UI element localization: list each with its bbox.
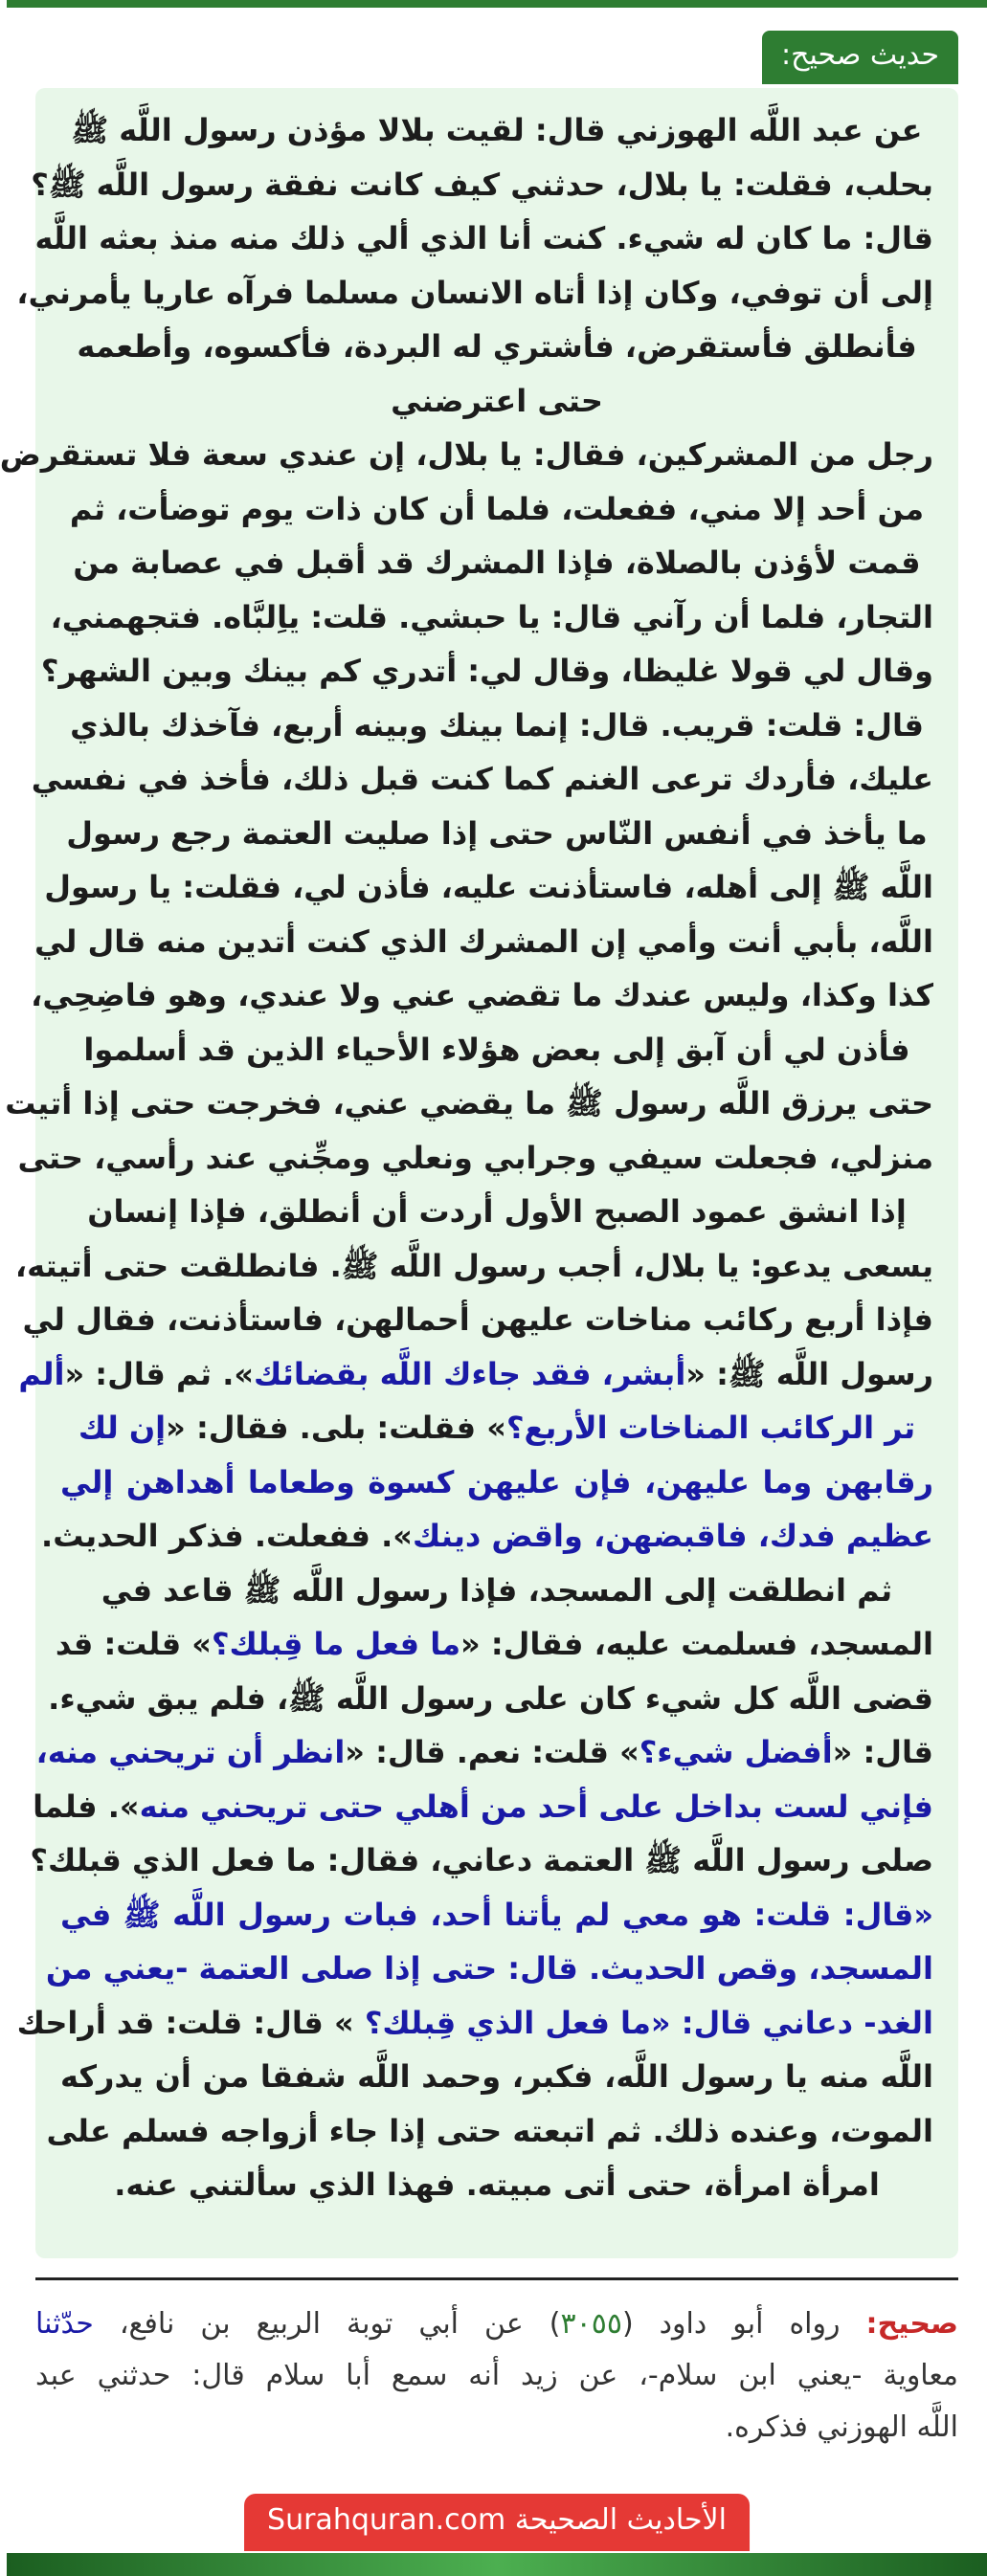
hadith-text: ». ثم قال: « <box>64 1355 255 1392</box>
hadith-line <box>55 1617 933 1672</box>
prophet-quote: تر الركائب المناخات الأربع؟ <box>505 1410 916 1446</box>
hadith-line <box>41 1509 933 1564</box>
narration-link[interactable]: حدّثنا <box>35 2307 94 2341</box>
hadith-text: ». فلما <box>33 1788 140 1825</box>
prophet-quote: أفضل شيء؟ <box>639 1734 833 1770</box>
source-text: ) عن أبي توبة الربيع بن نافع، <box>93 2307 561 2341</box>
hadith-line: التجار، فلما أن رآني قال: يا حبشي. قلت: ياِلبَّاه. فتجهمني، <box>50 598 933 635</box>
top-accent-bar <box>7 0 987 8</box>
hadith-line: من أحد إلا مني، ففعلت، فلما أن كان ذات يوم توضأت، ثم <box>69 490 925 527</box>
hadith-line: منزلي، فجعلت سيفي وجرابي ونعلي ومجِّني عند رأسي، حتى <box>17 1139 933 1176</box>
hadith-line: امرأة امرأة، حتى أتى مبيته. فهذا الذي سألتني عنه. <box>114 2166 880 2203</box>
hadith-line: صلى رسول اللَّه ﷺ العتمة دعاني، فقال: ما فعل الذي قبلك؟ <box>30 1842 933 1878</box>
hadith-line: قال: ما كان له شيء. كنت أنا الذي ألي ذلك منه منذ بعثه اللَّه <box>34 220 933 256</box>
hadith-text: » قال: قلت: قد أراحك <box>16 2004 365 2041</box>
hadith-source <box>35 2298 958 2454</box>
hadith-text: » قلت: نعم. قال: « <box>345 1734 639 1770</box>
prophet-quote: إن لك <box>78 1410 167 1446</box>
source-line: اللَّه الهوزني فذكره. <box>725 2410 958 2444</box>
hadith-line <box>60 1401 933 1455</box>
hadith-line <box>18 1347 933 1402</box>
hadith-line <box>33 1780 933 1834</box>
hadith-text: المسجد، فسلمت عليه، فقال: « <box>460 1626 933 1662</box>
source-text: رواه أبو داود ( <box>621 2307 866 2341</box>
hadith-line: إذا انشق عمود الصبح الأول أردت أن أنطلق، فإذا إنسان <box>87 1193 907 1230</box>
hadith-text: قال: « <box>832 1734 933 1770</box>
prophet-quote: رقابهن وما عليهن، فإن عليهن كسوة وطعاما أهداهن إلي <box>60 1463 933 1500</box>
prophet-quote: انظر أن تريحني منه، <box>35 1734 346 1770</box>
hadith-number: ٣٠٥٥ <box>560 2307 622 2341</box>
section-divider <box>35 2277 958 2280</box>
hadith-line: فإذا أربع ركائب مناخات عليهن أحمالهن، فاستأذنت، فقال لي <box>22 1301 933 1338</box>
site-footer-link[interactable]: الأحاديث الصحيحة Surahquran.com <box>244 2494 750 2551</box>
hadith-line: فأذن لي أن آبق إلى بعض هؤلاء الأحياء الذين قد أسلموا <box>83 1031 910 1068</box>
hadith-grade-badge: حديث صحيح: <box>762 31 958 84</box>
prophet-quote: ألم <box>18 1355 65 1392</box>
hadith-line: قضى اللَّه كل شيء كان على رسول اللَّه ﷺ، فلم يبق شيء. <box>48 1679 933 1717</box>
prophet-quote: ما فعل ما قِبلك؟ <box>211 1626 461 1662</box>
prophet-quote: أبشر، فقد جاءك اللَّه بقضائك <box>254 1355 686 1392</box>
hadith-line: اللَّه منه يا رسول اللَّه، فكبر، وحمد اللَّه شفقا من أن يدركه <box>60 2058 933 2095</box>
hadith-line: إلى أن توفي، وكان إذا أتاه الانسان مسلما فرآه عاريا يأمرني، <box>16 274 933 311</box>
hadith-line: ثم انطلقت إلى المسجد، فإذا رسول اللَّه ﷺ قاعد في <box>101 1571 893 1609</box>
source-line: معاوية -يعني ابن سلام-، عن زيد أنه سمع أبا سلام قال: حدثني عبد <box>35 2359 958 2392</box>
hadith-line: بحلب، فقلت: يا بلال، حدثني كيف كانت نفقة رسول اللَّه ﷺ؟ <box>31 166 933 203</box>
hadith-text: » قلت: قد <box>55 1626 212 1662</box>
prophet-quote: المسجد، وقص الحديث. قال: حتى إذا صلى العتمة -يعني من <box>45 1950 933 1987</box>
hadith-text: رسول اللَّه ﷺ: « <box>685 1355 933 1392</box>
hadith-line: فأنطلق فأستقرض، فأشتري له البردة، فأكسوه، وأطعمه <box>77 328 917 365</box>
prophet-quote: «قال: قلت: هو معي لم يأتنا أحد، فبات رسول اللَّه ﷺ في <box>60 1896 933 1933</box>
hadith-line: ما يأخذ في أنفس النّاس حتى إذا صليت العتمة رجع رسول <box>66 814 928 852</box>
hadith-line: الموت، وعنده ذلك. ثم اتبعته حتى إذا جاء أزواجه فسلم على <box>46 2112 933 2149</box>
source-line <box>35 2298 958 2350</box>
hadith-text-box <box>0 88 958 2258</box>
hadith-line: اللَّه ﷺ إلى أهله، فاستأذنت عليه، فأذن لي، فقلت: يا رسول <box>44 869 933 905</box>
hadith-line: رجل من المشركين، فقال: يا بلال، إن عندي سعة فلا تستقرض <box>0 436 933 473</box>
bottom-accent-bar <box>7 2553 987 2576</box>
hadith-line <box>16 1996 933 2051</box>
prophet-quote: فإني لست بداخل على أحد من أهلي حتى تريحني منه <box>139 1788 933 1825</box>
hadith-line: يسعى يدعو: يا بلال، أجب رسول اللَّه ﷺ. فانطلقت حتى أتيته، <box>14 1247 933 1284</box>
hadith-line: قال: قلت: قريب. قال: إنما بينك وبينه أربع، فآخذك بالذي <box>70 706 924 744</box>
prophet-quote: عظيم فدك، فاقبضهن، واقض دينك <box>412 1518 933 1554</box>
hadith-line: عليك، فأردك ترعى الغنم كما كنت قبل ذلك، فأخذ في نفسي <box>31 761 933 797</box>
hadith-line: وقال لي قولا غليظا، وقال لي: أتدري كم بينك وبين الشهر؟ <box>40 653 933 689</box>
hadith-line: قمت لأؤذن بالصلاة، فإذا المشرك قد أقبل في عصابة من <box>73 544 921 581</box>
prophet-quote: الغد- دعاني قال: « <box>650 2004 933 2041</box>
prophet-quote: ما فعل الذي قِبلك؟ <box>364 2004 651 2041</box>
hadith-line: حتى اعترضني <box>391 382 603 419</box>
hadith-line <box>35 1725 933 1780</box>
hadith-line: كذا وكذا، وليس عندك ما تقضي عني ولا عندي، وهو فاضِحِي، <box>31 977 933 1013</box>
hadith-line: اللَّه، بأبي أنت وأمي إن المشرك الذي كنت أتدين منه قال لي <box>34 922 933 960</box>
hadith-line: عن عبد اللَّه الهوزني قال: لقيت بلالا مؤذن رسول اللَّه ﷺ <box>71 112 923 148</box>
hadith-text: » فقلت: بلى. فقال: « <box>166 1410 506 1446</box>
hadith-line: حتى يرزق اللَّه رسول ﷺ ما يقضي عني، فخرجت حتى إذا أتيت <box>5 1085 933 1121</box>
grade-label: صحيح: <box>865 2307 958 2341</box>
hadith-text: ». ففعلت. فذكر الحديث. <box>41 1518 413 1554</box>
